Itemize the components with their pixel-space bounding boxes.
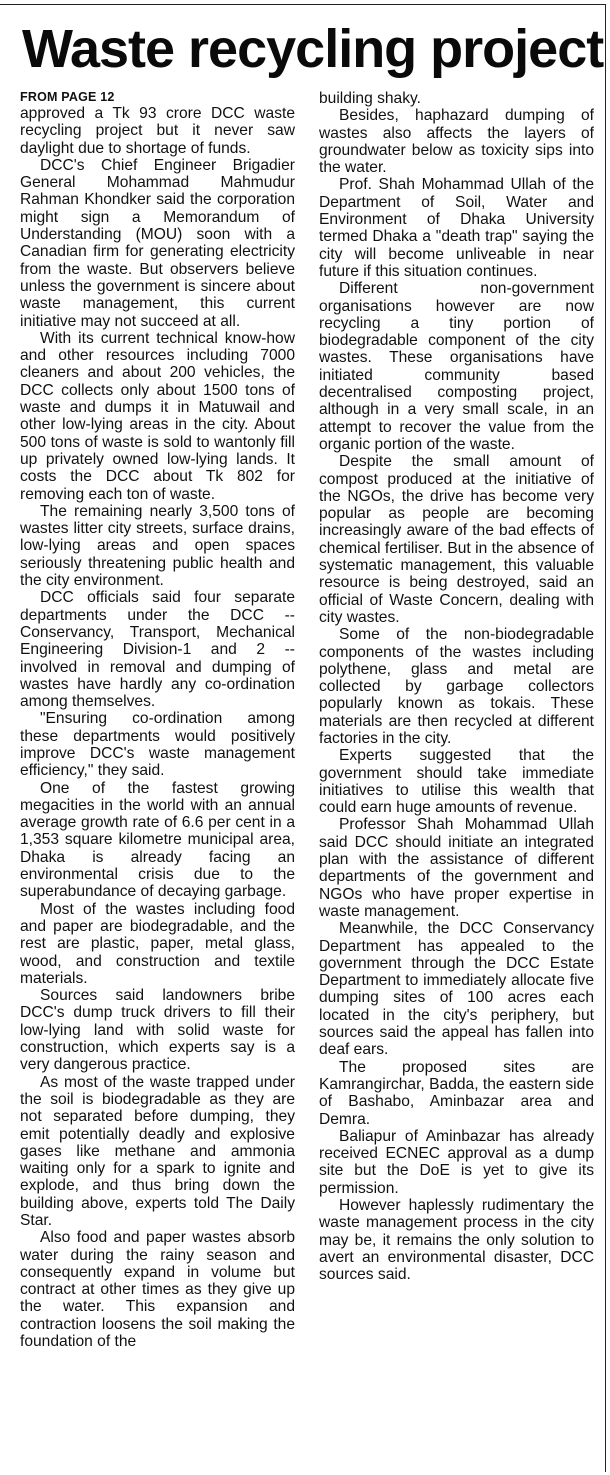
paragraph: Prof. Shah Mohammad Ullah of the Department of Soil, Water and Environment of Dhaka University termed Dhaka a "death trap" saying the city will become unliveable in near future if this situation continues. xyxy=(319,176,594,280)
paragraph: Meanwhile, the DCC Conservancy Department has appealed to the government through the DCC Estate Department to immediately allocate five dumping sites of 100 acres each located in the city's periphery, but sources said the appeal has fallen into deaf ears. xyxy=(319,920,594,1059)
paragraph: Experts suggested that the government should take immediate initiatives to utilise this wealth that could earn huge amounts of revenue. xyxy=(319,747,594,817)
paragraph: approved a Tk 93 crore DCC waste recycling project but it never saw daylight due to shortage of funds. xyxy=(20,105,295,157)
paragraph: Besides, haphazard dumping of wastes also affects the layers of groundwater below as toxicity sips into the water. xyxy=(319,107,594,177)
paragraph: The remaining nearly 3,500 tons of wastes litter city streets, surface drains, low-lying areas and open spaces seriously threatening public health and the city environment. xyxy=(20,502,295,590)
right-column xyxy=(319,90,594,1283)
headline: Waste recycling project xyxy=(22,19,604,79)
paragraph: However haplessly rudimentary the waste management process in the city may be, it remains the only solution to avert an environmental disaster, DCC sources said. xyxy=(319,1197,594,1284)
paragraph: Different non-government organisations however are now recycling a tiny portion of biodegradable component of the city wastes. These organisations have initiated community based decentralised composting project, although in a very small scale, in an attempt to recover the value from the organic portion of the waste. xyxy=(319,280,594,453)
paragraph: DCC's Chief Engineer Brigadier General Mohammad Mahmudur Rahman Khondker said the corporation might sign a Memorandum of Understanding (MOU) soon with a Canadian firm for generating electricity from the waste. But observers believe unless the government is sincere about waste management, this current initiative may not succeed at all. xyxy=(20,156,295,330)
paragraph: The proposed sites are Kamrangirchar, Badda, the eastern side of Bashabo, Aminbazar area and Demra. xyxy=(319,1058,594,1128)
paragraph: Baliapur of Aminbazar has already received ECNEC approval as a dump site but the DoE is yet to give its permission. xyxy=(319,1127,594,1197)
left-column xyxy=(20,90,295,1350)
paragraph: Most of the wastes including food and paper are biodegradable, and the rest are plastic, paper, metal glass, wood, and construction and textile materials. xyxy=(20,900,295,987)
paragraph: Some of the non-biodegradable components of the wastes including polythene, glass and metal are collected by garbage collectors popularly known as tokais. These materials are then recycled at different factories in the city. xyxy=(319,626,594,747)
jump-label: FROM PAGE 12 xyxy=(20,90,115,104)
top-rule xyxy=(0,4,606,5)
paragraph: "Ensuring co-ordination among these departments would positively improve DCC's waste management efficiency," they said. xyxy=(20,710,295,780)
paragraph: Despite the small amount of compost produced at the initiative of the NGOs, the drive has become very popular as people are becoming increasingly aware of the bad effects of chemical fertiliser. But in the absence of systematic management, this valuable resource is being destroyed, said an official of Waste Concern, dealing with city wastes. xyxy=(319,453,594,626)
paragraph: DCC officials said four separate departments under the DCC -- Conservancy, Transport, Mechanical Engineering Division-1 and 2 -- involved in removal and dumping of wastes have hardly any co-ordination among themselves. xyxy=(20,589,295,711)
column-rule xyxy=(605,4,606,1472)
paragraph: One of the fastest growing megacities in the world with an annual average growth rate of 6.6 per cent in a 1,353 square kilometre municipal area, Dhaka is already facing an environmental crisis due to the superabundance of decaying garbage. xyxy=(20,779,295,901)
paragraph: Professor Shah Mohammad Ullah said DCC should initiate an integrated plan with the assistance of different departments of the government and NGOs who have proper expertise in waste management. xyxy=(319,816,594,920)
paragraph: Sources said landowners bribe DCC's dump truck drivers to fill their low-lying land with solid waste for construction, which experts say is a very dangerous practice. xyxy=(20,987,295,1074)
paragraph: As most of the waste trapped under the soil is biodegradable as they are not separated before dumping, they emit potentially deadly and explosive gases like methane and ammonia waiting only for a spark to ignite and explode, and thus bring down the building above, experts told The Daily Star. xyxy=(20,1073,295,1229)
paragraph: With its current technical know-how and other resources including 7000 cleaners and about 200 vehicles, the DCC collects only about 1500 tons of waste and dumps it in Matuwail and other low-lying areas in the city. About 500 tons of waste is sold to wantonly fill up privately owned low-lying lands. It costs the DCC about Tk 802 for removing each ton of waste. xyxy=(20,329,295,503)
paragraph: Also food and paper wastes absorb water during the rainy season and consequently expand in volume but contract at other times as they give up the water. This expansion and contraction loosens the soil making the foundation of the xyxy=(20,1229,295,1351)
paragraph: building shaky. xyxy=(319,90,421,107)
